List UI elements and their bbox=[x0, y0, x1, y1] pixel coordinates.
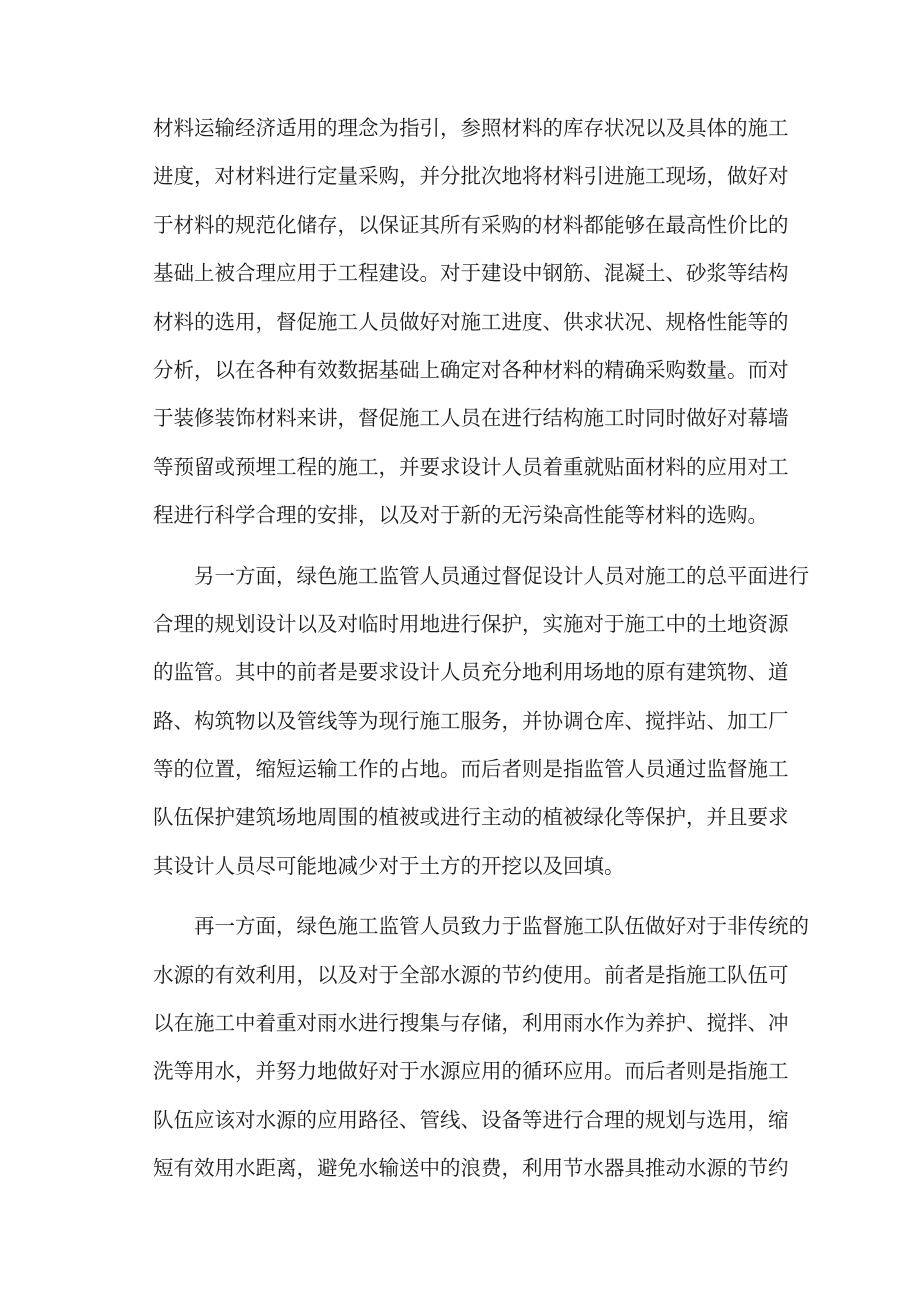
text-line: 进度，对材料进行定量采购，并分批次地将材料引进施工现场，做好对 bbox=[153, 164, 789, 189]
paragraph-2 bbox=[153, 552, 809, 891]
text-line: 再一方面，绿色施工监管人员致力于监督施工队伍做好对于非传统的 bbox=[153, 914, 809, 939]
text-line: 另一方面，绿色施工监管人员通过督促设计人员对施工的总平面进行 bbox=[153, 563, 809, 588]
text-line: 队伍保护建筑场地周围的植被或进行主动的植被绿化等保护，并且要求 bbox=[153, 805, 789, 830]
text-line: 路、构筑物以及管线等为现行施工服务，并协调仓库、搅拌站、加工厂 bbox=[153, 708, 789, 733]
text-line: 材料的选用，督促施工人员做好对施工进度、供求状况、规格性能等的 bbox=[153, 309, 789, 334]
paragraph-1 bbox=[153, 104, 789, 540]
text-line: 以在施工中着重对雨水进行搜集与存储，利用雨水作为养护、搅拌、冲 bbox=[153, 1011, 789, 1036]
paragraph-3 bbox=[153, 902, 809, 1192]
text-line: 水源的有效利用，以及对于全部水源的节约使用。前者是指施工队伍可 bbox=[153, 962, 789, 987]
paragraph-gap bbox=[153, 890, 773, 902]
text-line: 材料运输经济适用的理念为指引，参照材料的库存状况以及具体的施工 bbox=[153, 116, 789, 140]
text-line: 短有效用水距离，避免水输送中的浪费，利用节水器具推动水源的节约 bbox=[153, 1156, 789, 1181]
text-line: 等的位置，缩短运输工作的占地。而后者则是指监管人员通过监督施工 bbox=[153, 757, 789, 782]
paragraph-gap bbox=[153, 540, 773, 552]
text-line: 洗等用水，并努力地做好对于水源应用的循环应用。而后者则是指施工 bbox=[153, 1059, 789, 1084]
text-line: 等预留或预埋工程的施工，并要求设计人员着重就贴面材料的应用对工 bbox=[153, 454, 789, 479]
text-line: 的监管。其中的前者是要求设计人员充分地利用场地的原有建筑物、道 bbox=[153, 660, 789, 685]
text-line: 程进行科学合理的安排，以及对于新的无污染高性能等材料的选购。 bbox=[153, 503, 768, 528]
text-line: 其设计人员尽可能地减少对于土方的开挖以及回填。 bbox=[153, 853, 625, 878]
text-line: 于材料的规范化储存，以保证其所有采购的材料都能够在最高性价比的 bbox=[153, 212, 789, 237]
text-line: 合理的规划设计以及对临时用地进行保护，实施对于施工中的土地资源 bbox=[153, 611, 789, 636]
text-line: 队伍应该对水源的应用路径、管线、设备等进行合理的规划与选用，缩 bbox=[153, 1107, 789, 1132]
text-line: 于装修装饰材料来讲，督促施工人员在进行结构施工时同时做好对幕墙 bbox=[153, 406, 789, 431]
text-line: 分析，以在各种有效数据基础上确定对各种材料的精确采购数量。而对 bbox=[153, 357, 789, 382]
body-text bbox=[153, 104, 809, 1193]
text-line: 基础上被合理应用于工程建设。对于建设中钢筋、混凝土、砂浆等结构 bbox=[153, 261, 789, 286]
